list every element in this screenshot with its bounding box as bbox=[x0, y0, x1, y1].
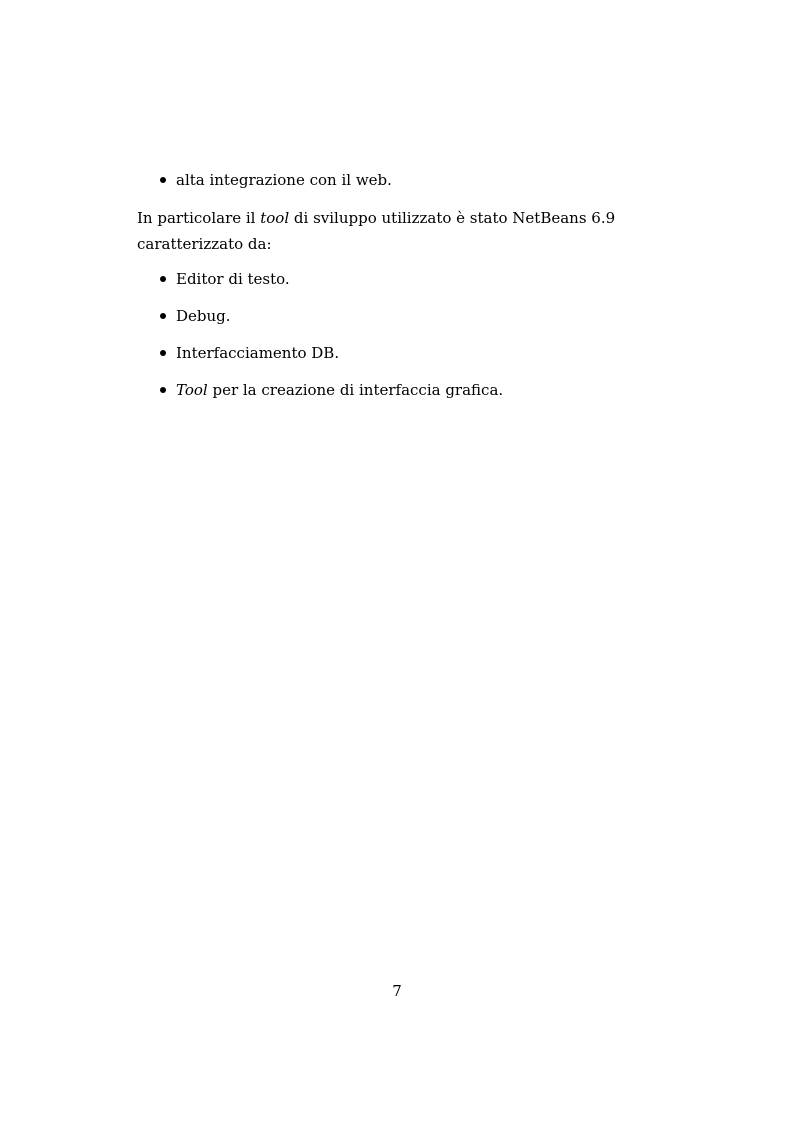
bullet-icon bbox=[160, 350, 166, 356]
list-item bbox=[160, 343, 339, 363]
list-item-text: Editor di testo. bbox=[176, 270, 290, 288]
bullet-icon bbox=[160, 313, 166, 319]
page-number: 7 bbox=[392, 982, 402, 1000]
paragraph-text-part2: di sviluppo utilizzato è stato NetBeans 6.9 caratterizzato da: bbox=[137, 209, 616, 253]
list-item bbox=[160, 380, 503, 400]
body-paragraph bbox=[137, 205, 657, 257]
list-item-text: Interfacciamento DB. bbox=[176, 344, 340, 362]
list-item bbox=[160, 269, 290, 289]
list-item-emphasis: Tool bbox=[176, 381, 208, 399]
paragraph-emphasis: tool bbox=[260, 209, 290, 227]
paragraph-text-part1: In particolare il bbox=[137, 209, 261, 227]
list-item-text: alta integrazione con il web. bbox=[176, 171, 392, 189]
bullet-icon bbox=[160, 276, 166, 282]
list-item-text: per la creazione di interfaccia grafica. bbox=[207, 381, 504, 399]
bullet-icon bbox=[160, 387, 166, 393]
list-item bbox=[160, 306, 231, 326]
bullet-icon bbox=[160, 177, 166, 183]
list-item-text: Debug. bbox=[176, 307, 231, 325]
list-item bbox=[160, 170, 392, 190]
